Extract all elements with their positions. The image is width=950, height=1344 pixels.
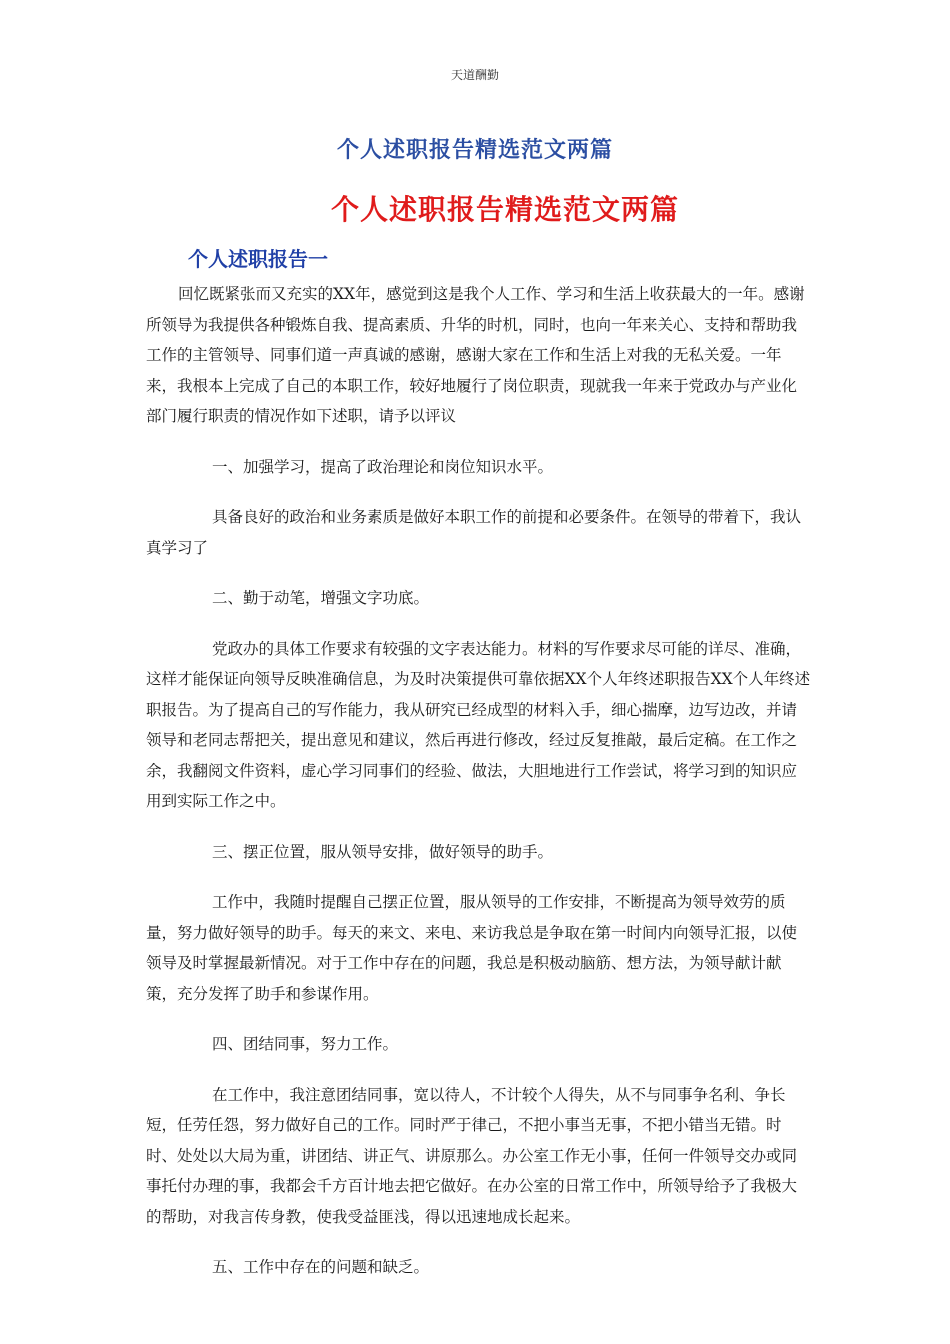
document-subtitle: 个人述职报告精选范文两篇 xyxy=(330,193,679,226)
heading-point-1: 一、加强学习，提高了政治理论和岗位知识水平。 xyxy=(212,457,554,476)
heading-point-2: 二、勤于动笔，增强文字功底。 xyxy=(212,589,430,607)
paragraph-point-1: 具备良好的政治和业务素质是做好本职工作的前提和必要条件。在领导的带着下，我认真学习了 xyxy=(146,508,802,557)
page-header: 天道酬勤 xyxy=(450,68,499,82)
paragraph-point-4: 在工作中，我注意团结同事，宽以待人，不计较个人得失，从不与同事争名利、争长短，任劳任怨，努力做好自己的工作。同时严于律己，不把小事当无事，不把小错当无错。时时、处处以大局为重，讲团结、讲正气、讲原那么。办公室工作无小事，任何一件领导交办或同事托付办理的事，我都会千方百计地去把它做好。在办公室的日常工作中，所领导给予了我极大的帮助，对我言传身教，使我受益匪浅，得以迅速地成长起来。 xyxy=(146,1085,798,1226)
document-body xyxy=(146,279,812,1283)
document-title: 个人述职报告精选范文两篇 xyxy=(336,138,613,163)
heading-point-3: 三、摆正位置，服从领导安排，做好领导的助手。 xyxy=(212,842,554,861)
paragraph-point-2: 党政办的具体工作要求有较强的文字表达能力。材料的写作要求尽可能的详尽、准确，这样才能保证向领导反映准确信息，为及时决策提供可靠依据XX个人年终述职报告XX个人年终述职报告。为了提高自己的写作能力，我从研究已经成型的材料入手，细心揣摩，边写边改，并请领导和老同志帮把关，提出意见和建议，然后再进行修改，经过反复推敲，最后定稿。在工作之余，我翻阅文件资料，虚心学习同事们的经验、做法，大胆地进行工作尝试，将学习到的知识应用到实际工作之中。 xyxy=(146,639,811,810)
section-heading: 个人述职报告一 xyxy=(188,247,328,271)
heading-point-4: 四、团结同事，努力工作。 xyxy=(212,1035,399,1053)
paragraph-intro: 回忆既紧张而又充实的XX年，感觉到这是我个人工作、学习和生活上收获最大的一年。感谢所领导为我提供各种锻炼自我、提高素质、升华的时机，同时，也向一年来关心、支持和帮助我工作的主管领导、同事们道一声真诚的感谢，感谢大家在工作和生活上对我的无私关爱。一年来，我根本上完成了自己的本职工作，较好地履行了岗位职责，现就我一年来于党政办与产业化部门履行职责的情况作如下述职，请予以评议 xyxy=(146,285,805,425)
heading-point-5: 五、工作中存在的问题和缺乏。 xyxy=(212,1258,430,1276)
paragraph-point-3: 工作中，我随时提醒自己摆正位置，服从领导的工作安排，不断提高为领导效劳的质量，努力做好领导的助手。每天的来文、来电、来访我总是争取在第一时间内向领导汇报，以使领导及时掌握最新情况。对于工作中存在的问题，我总是积极动脑筋、想方法，为领导献计献策，充分发挥了助手和参谋作用。 xyxy=(146,893,798,1003)
